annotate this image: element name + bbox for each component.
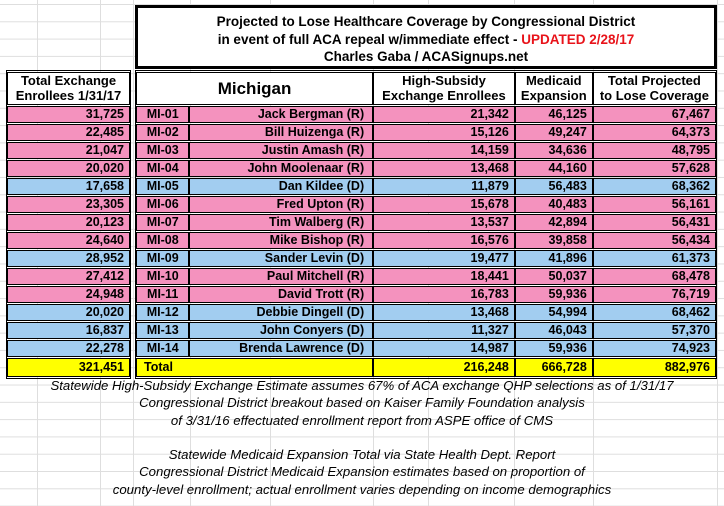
cell-medicaid[interactable]: 59,936 xyxy=(515,286,593,303)
cell-district[interactable]: MI-08 xyxy=(136,232,189,249)
table-row xyxy=(136,268,716,285)
cell-district[interactable]: MI-04 xyxy=(136,160,189,177)
cell-total-exchange[interactable]: 20,020 xyxy=(7,304,130,321)
cell-high-subsidy[interactable]: 11,327 xyxy=(373,322,515,339)
cell-high-subsidy[interactable]: 21,342 xyxy=(373,106,515,123)
cell-medicaid[interactable]: 41,896 xyxy=(515,250,593,267)
cell-district[interactable]: MI-09 xyxy=(136,250,189,267)
cell-total-projected[interactable]: 74,923 xyxy=(593,340,716,357)
cell-total-exchange[interactable]: 22,278 xyxy=(7,340,130,357)
table-row xyxy=(7,214,130,231)
table-row xyxy=(7,304,130,321)
cell-representative[interactable]: Sander Levin (D) xyxy=(189,250,373,267)
cell-representative[interactable]: Fred Upton (R) xyxy=(189,196,373,213)
cell-medicaid[interactable]: 44,160 xyxy=(515,160,593,177)
cell-district[interactable]: MI-03 xyxy=(136,142,189,159)
cell-representative[interactable]: Debbie Dingell (D) xyxy=(189,304,373,321)
cell-representative[interactable]: David Trott (R) xyxy=(189,286,373,303)
cell-medicaid[interactable]: 39,858 xyxy=(515,232,593,249)
cell-medicaid-sum[interactable]: 666,728 xyxy=(515,358,593,377)
cell-total-exchange[interactable]: 20,020 xyxy=(7,160,130,177)
cell-total-projected[interactable]: 56,161 xyxy=(593,196,716,213)
cell-medicaid[interactable]: 49,247 xyxy=(515,124,593,141)
table-row xyxy=(136,232,716,249)
cell-total-exchange[interactable]: 17,658 xyxy=(7,178,130,195)
table-row xyxy=(7,196,130,213)
cell-medicaid[interactable]: 46,043 xyxy=(515,322,593,339)
cell-high-subsidy[interactable]: 11,879 xyxy=(373,178,515,195)
cell-high-subsidy[interactable]: 16,783 xyxy=(373,286,515,303)
title-line-1: Projected to Lose Healthcare Coverage by Congressional District xyxy=(216,14,636,29)
cell-total-projected[interactable]: 57,370 xyxy=(593,322,716,339)
table-row xyxy=(136,250,716,267)
cell-representative[interactable]: John Conyers (D) xyxy=(189,322,373,339)
table-row xyxy=(7,124,130,141)
cell-total-exchange[interactable]: 20,123 xyxy=(7,214,130,231)
cell-high-subsidy[interactable]: 15,678 xyxy=(373,196,515,213)
cell-representative[interactable]: Brenda Lawrence (D) xyxy=(189,340,373,357)
cell-representative[interactable]: Paul Mitchell (R) xyxy=(189,268,373,285)
table-row xyxy=(7,232,130,249)
cell-total-label[interactable]: Total xyxy=(136,358,373,377)
table-row xyxy=(136,196,716,213)
table-row xyxy=(136,304,716,321)
cell-total-projected[interactable]: 64,373 xyxy=(593,124,716,141)
cell-representative[interactable]: Mike Bishop (R) xyxy=(189,232,373,249)
table-row xyxy=(7,340,130,357)
table-row xyxy=(7,178,130,195)
cell-total-projected[interactable]: 57,628 xyxy=(593,160,716,177)
note-line: Congressional District breakout based on Kaiser Family Foundation analysis xyxy=(139,395,585,411)
table-row xyxy=(7,250,130,267)
table-row xyxy=(7,142,130,159)
table-row xyxy=(136,178,716,195)
cell-high-subsidy[interactable]: 13,468 xyxy=(373,304,515,321)
cell-medicaid[interactable]: 50,037 xyxy=(515,268,593,285)
column-header-total-projected[interactable]: Total Projected to Lose Coverage xyxy=(593,72,716,105)
note-line: county-level enrollment; actual enrollment varies depending on income demographics xyxy=(112,481,612,497)
cell-district[interactable]: MI-05 xyxy=(136,178,189,195)
main-table xyxy=(135,70,717,379)
table-row xyxy=(136,322,716,339)
cell-total-exchange[interactable]: 16,837 xyxy=(7,322,130,339)
cell-high-subsidy[interactable]: 18,441 xyxy=(373,268,515,285)
table-row xyxy=(136,340,716,357)
column-header-high-subsidy[interactable]: High-Subsidy Exchange Enrollees xyxy=(373,72,515,105)
cell-district[interactable]: MI-07 xyxy=(136,214,189,231)
title-block xyxy=(135,5,717,69)
cell-total-projected[interactable]: 68,478 xyxy=(593,268,716,285)
cell-district[interactable]: MI-12 xyxy=(136,304,189,321)
cell-total-projected[interactable]: 56,431 xyxy=(593,214,716,231)
note-line: Statewide Medicaid Expansion Total via State Health Dept. Report xyxy=(168,447,556,463)
cell-representative[interactable]: Tim Walberg (R) xyxy=(189,214,373,231)
column-header-total-exchange[interactable]: Total Exchange Enrollees 1/31/17 xyxy=(7,72,130,105)
cell-district[interactable]: MI-02 xyxy=(136,124,189,141)
cell-medicaid[interactable]: 54,994 xyxy=(515,304,593,321)
cell-high-subsidy[interactable]: 16,576 xyxy=(373,232,515,249)
updated-date: UPDATED 2/28/17 xyxy=(521,31,635,47)
cell-medicaid[interactable]: 40,483 xyxy=(515,196,593,213)
cell-representative[interactable]: Dan Kildee (D) xyxy=(189,178,373,195)
main-header-row xyxy=(136,72,716,105)
note-line: Statewide High-Subsidy Exchange Estimate assumes 67% of ACA exchange QHP selections as of 1/31/17 xyxy=(50,378,674,393)
column-header-medicaid[interactable]: Medicaid Expansion xyxy=(515,72,593,105)
table-row xyxy=(136,142,716,159)
cell-representative[interactable]: John Moolenaar (R) xyxy=(189,160,373,177)
footnotes xyxy=(0,377,724,498)
cell-total-projected[interactable]: 76,719 xyxy=(593,286,716,303)
cell-district[interactable]: MI-13 xyxy=(136,322,189,339)
cell-medicaid[interactable]: 46,125 xyxy=(515,106,593,123)
note-line: of 3/31/16 effectuated enrollment report from ASPE office of CMS xyxy=(170,412,554,428)
cell-medicaid[interactable]: 42,894 xyxy=(515,214,593,231)
column-header-state[interactable]: Michigan xyxy=(136,72,373,105)
cell-total-projected[interactable]: 68,362 xyxy=(593,178,716,195)
main-total-row xyxy=(136,358,716,377)
table-row xyxy=(7,106,130,123)
table-row xyxy=(7,268,130,285)
cell-total-exchange[interactable]: 21,047 xyxy=(7,142,130,159)
table-row xyxy=(7,322,130,339)
cell-high-subsidy[interactable]: 19,477 xyxy=(373,250,515,267)
title-line-3: Charles Gaba / ACASignups.net xyxy=(323,49,529,64)
cell-total-exchange[interactable]: 27,412 xyxy=(7,268,130,285)
table-row xyxy=(136,160,716,177)
table-row xyxy=(136,214,716,231)
cell-representative[interactable]: Jack Bergman (R) xyxy=(189,106,373,123)
cell-total-projected[interactable]: 56,434 xyxy=(593,232,716,249)
cell-total-exchange[interactable]: 24,640 xyxy=(7,232,130,249)
table-row xyxy=(136,124,716,141)
cell-high-subsidy[interactable]: 14,987 xyxy=(373,340,515,357)
cell-total-exchange[interactable]: 31,725 xyxy=(7,106,130,123)
cell-high-subsidy[interactable]: 14,159 xyxy=(373,142,515,159)
cell-representative[interactable]: Justin Amash (R) xyxy=(189,142,373,159)
cell-total-exchange[interactable]: 22,485 xyxy=(7,124,130,141)
cell-high-subsidy[interactable]: 15,126 xyxy=(373,124,515,141)
left-total-row xyxy=(7,358,130,377)
cell-medicaid[interactable]: 59,936 xyxy=(515,340,593,357)
cell-total-projected-sum[interactable]: 882,976 xyxy=(593,358,716,377)
cell-total-projected[interactable]: 48,795 xyxy=(593,142,716,159)
table-row xyxy=(136,286,716,303)
cell-total-exchange[interactable]: 23,305 xyxy=(7,196,130,213)
table-row xyxy=(7,160,130,177)
table-row xyxy=(7,286,130,303)
cell-district[interactable]: MI-01 xyxy=(136,106,189,123)
note-line xyxy=(0,429,724,446)
table-row xyxy=(136,106,716,123)
cell-high-subsidy-sum[interactable]: 216,248 xyxy=(373,358,515,377)
cell-district[interactable]: MI-10 xyxy=(136,268,189,285)
cell-medicaid[interactable]: 34,636 xyxy=(515,142,593,159)
cell-total-projected[interactable]: 67,467 xyxy=(593,106,716,123)
cell-high-subsidy[interactable]: 13,537 xyxy=(373,214,515,231)
cell-district[interactable]: MI-14 xyxy=(136,340,189,357)
cell-district[interactable]: MI-11 xyxy=(136,286,189,303)
cell-total-projected[interactable]: 68,462 xyxy=(593,304,716,321)
cell-total-exchange[interactable]: 28,952 xyxy=(7,250,130,267)
cell-medicaid[interactable]: 56,483 xyxy=(515,178,593,195)
note-line: Congressional District Medicaid Expansion estimates based on proportion of xyxy=(139,464,585,480)
cell-total-exchange-sum[interactable]: 321,451 xyxy=(7,358,130,377)
title-line-2: in event of full ACA repeal w/immediate effect - UPDATED 2/28/17 xyxy=(217,31,635,47)
left-header-row xyxy=(7,72,130,105)
cell-district[interactable]: MI-06 xyxy=(136,196,189,213)
cell-total-exchange[interactable]: 24,948 xyxy=(7,286,130,303)
cell-representative[interactable]: Bill Huizenga (R) xyxy=(189,124,373,141)
left-table xyxy=(6,70,131,379)
cell-total-projected[interactable]: 61,373 xyxy=(593,250,716,267)
cell-high-subsidy[interactable]: 13,468 xyxy=(373,160,515,177)
